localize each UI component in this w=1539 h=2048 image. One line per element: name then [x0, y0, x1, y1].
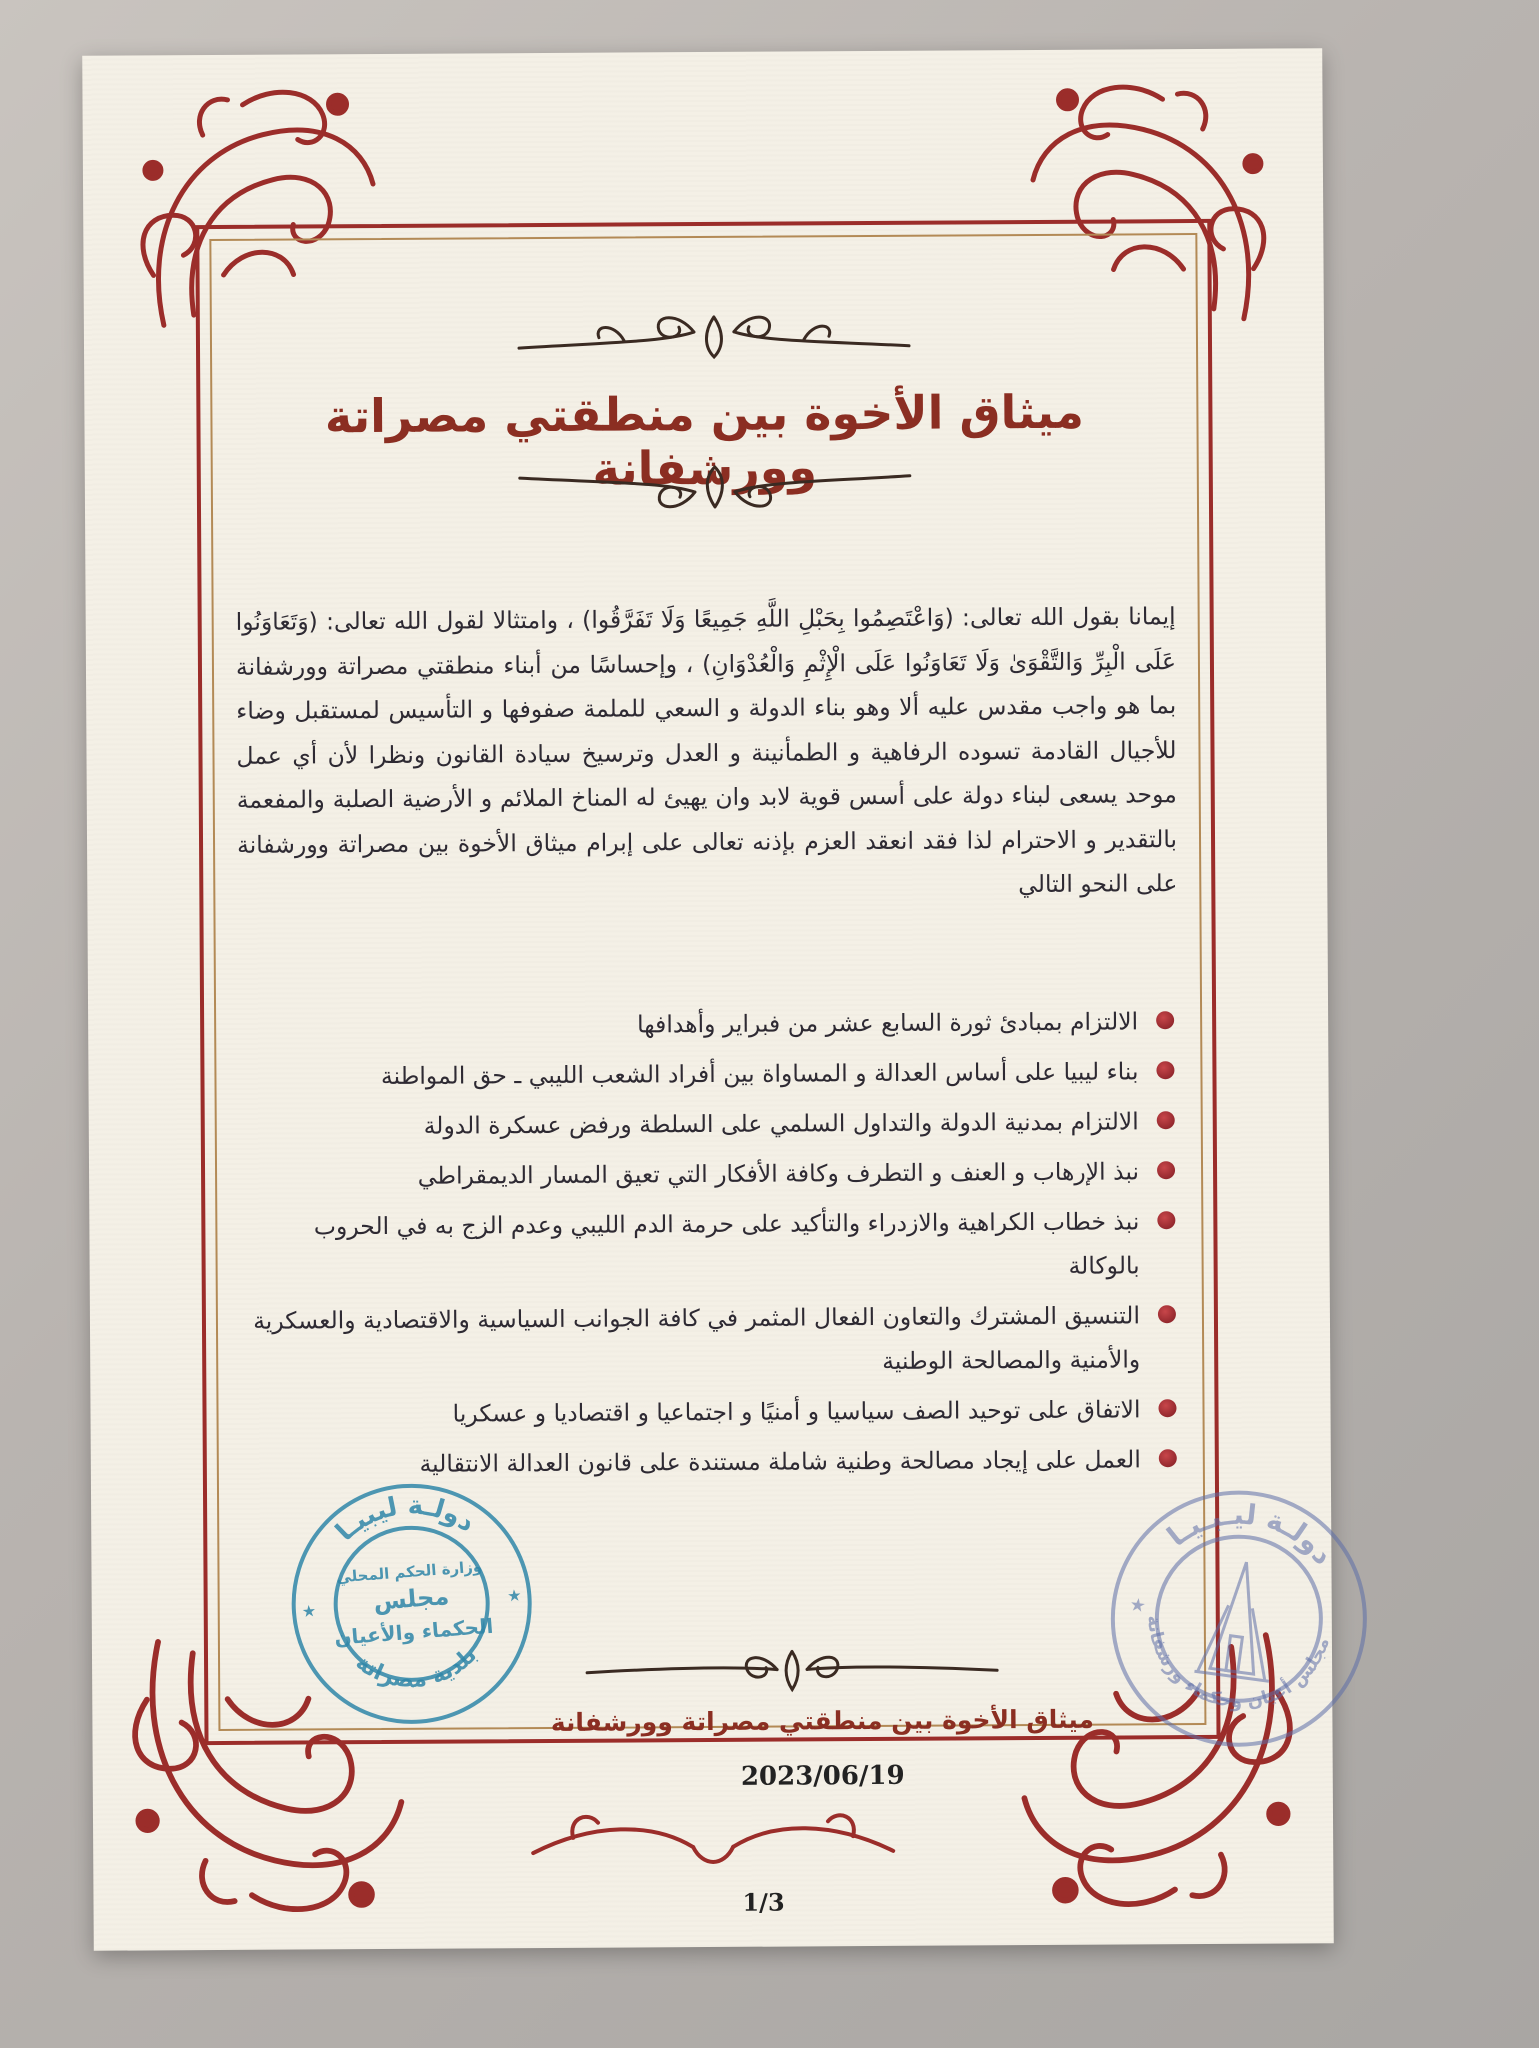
charter-item — [238, 999, 1178, 1049]
charter-item — [238, 1049, 1178, 1099]
bullet-icon — [1157, 1211, 1175, 1229]
charter-item-text: العمل على إيجاد مصالحة وطنية شاملة مستندة على قانون العدالة الانتقالية — [419, 1445, 1141, 1478]
bottom-ornament — [513, 1791, 914, 1883]
bullet-icon — [1158, 1305, 1176, 1323]
charter-item — [239, 1149, 1179, 1199]
charter-items-list — [238, 999, 1181, 1493]
charter-item-text: الالتزام بمبادئ ثورة السابع عشر من فبراير وأهدافها — [636, 1007, 1139, 1039]
stamp-line: مجلس — [372, 1581, 451, 1616]
document-page — [82, 48, 1341, 1951]
bullet-icon — [1156, 1061, 1174, 1079]
svg-text:مجلس أعيان وحكماء ورشفانة — [1132, 1612, 1334, 1725]
stamp-ring-bottom-text: مجلس أعيان وحكماء ورشفانة — [1143, 1614, 1334, 1713]
charter-date: 2023/06/19 — [740, 1760, 905, 1792]
star-icon: ★ — [1128, 1594, 1148, 1618]
charter-item — [241, 1437, 1181, 1487]
charter-item-text: الاتفاق على توحيد الصف سياسيا و أمنيًا و اجتماعيا و اقتصاديا و عسكريا — [452, 1395, 1141, 1428]
document-title: ميثاق الأخوة بين منطقتي مصراتة وورشفانة — [324, 384, 1085, 496]
stamp-ring-bottom-text: بلدية مصراتة — [350, 1643, 483, 1694]
intro-paragraph: إيمانا بقول الله تعالى: (وَاعْتَصِمُوا بِحَبْلِ اللَّهِ جَمِيعًا وَلَا تَفَرَّقُوا) ، وامتثالا لقول الله تعالى: (وَتَعَاوَنُوا عَلَى الْبِرِّ وَالتَّقْوَىٰ وَلَا تَعَاوَنُوا عَلَى الْإِثْمِ وَالْعُدْوَانِ) ، وإحساسًا من أبناء منطقتي مصراتة وورشفانة بما هو واجب مقدس عليه ألا وهو بناء الدولة و السعي للملمة صفوفها و التأسيس لمستقبل وضاء للأجيال القادمة تسوده الرفاهية و الطمأنينة و العدل وترسيخ سيادة القانون ونظرا لأن أي عمل موحد يسعى لبناء دولة على أسس قوية لابد وان يهيئ له المناخ الملائم و الأرضية الصلبة والمفعمة بالتقدير و الاحترام لذا فقد انعقد العزم بإذنه تعالى على إبرام ميثاق الأخوة بين مصراتة وورشفانة على النحو التالي — [235, 602, 1178, 899]
charter-item — [240, 1387, 1180, 1437]
star-icon: ★ — [301, 1601, 317, 1622]
stamp-line: وزارة الحكم المحلي — [335, 1557, 483, 1587]
footer-title: ميثاق الأخوة بين منطقتي مصراتة وورشفانة — [550, 1704, 1095, 1737]
bullet-icon — [1159, 1449, 1177, 1467]
title-divider-bottom — [515, 451, 915, 523]
charter-item — [240, 1293, 1181, 1387]
charter-item-text: نبذ خطاب الكراهية والازدراء والتأكيد على حرمة الدم الليبي وعدم الزج به في الحروب بالوكالة — [313, 1207, 1140, 1280]
misrata-council-stamp — [278, 1470, 546, 1738]
svg-text:بلدية مصراتة — [349, 1641, 484, 1698]
charter-item — [239, 1199, 1180, 1293]
charter-item — [239, 1099, 1179, 1149]
bullet-icon — [1156, 1011, 1174, 1029]
footer-divider — [582, 1640, 1002, 1703]
star-icon: ★ — [506, 1585, 523, 1606]
charter-item-text: نبذ الإرهاب و العنف و التطرف وكافة الأفكار التي تعيق المسار الديمقراطي — [417, 1157, 1140, 1190]
page-number: 1/3 — [742, 1887, 785, 1917]
bullet-icon — [1158, 1399, 1176, 1417]
charter-item-text: الالتزام بمدنية الدولة والتداول السلمي على السلطة ورفض عسكرة الدولة — [423, 1107, 1139, 1140]
stamp-ring-top-text: دولـة ليبيـا — [330, 1490, 481, 1548]
stamp-line: الحكماء والأعيان — [333, 1613, 495, 1650]
charter-item-text: بناء ليبيا على أساس العدالة و المساواة بين أفراد الشعب الليبي ـ حق المواطنة — [380, 1057, 1139, 1090]
monument-emblem-icon — [1194, 1557, 1284, 1681]
stamp-ring-top-text: دولـة ليـبـيـا — [1160, 1497, 1341, 1571]
bullet-icon — [1157, 1111, 1175, 1129]
charter-item-text: التنسيق المشترك والتعاون الفعال المثمر في كافة الجوانب السياسية والاقتصادية والعسكرية والأمنية والمصالحة الوطنية — [253, 1301, 1141, 1375]
title-divider-top — [514, 301, 914, 373]
bullet-icon — [1157, 1161, 1175, 1179]
svg-text:دولـة ليـبـيـا — [1158, 1487, 1346, 1574]
